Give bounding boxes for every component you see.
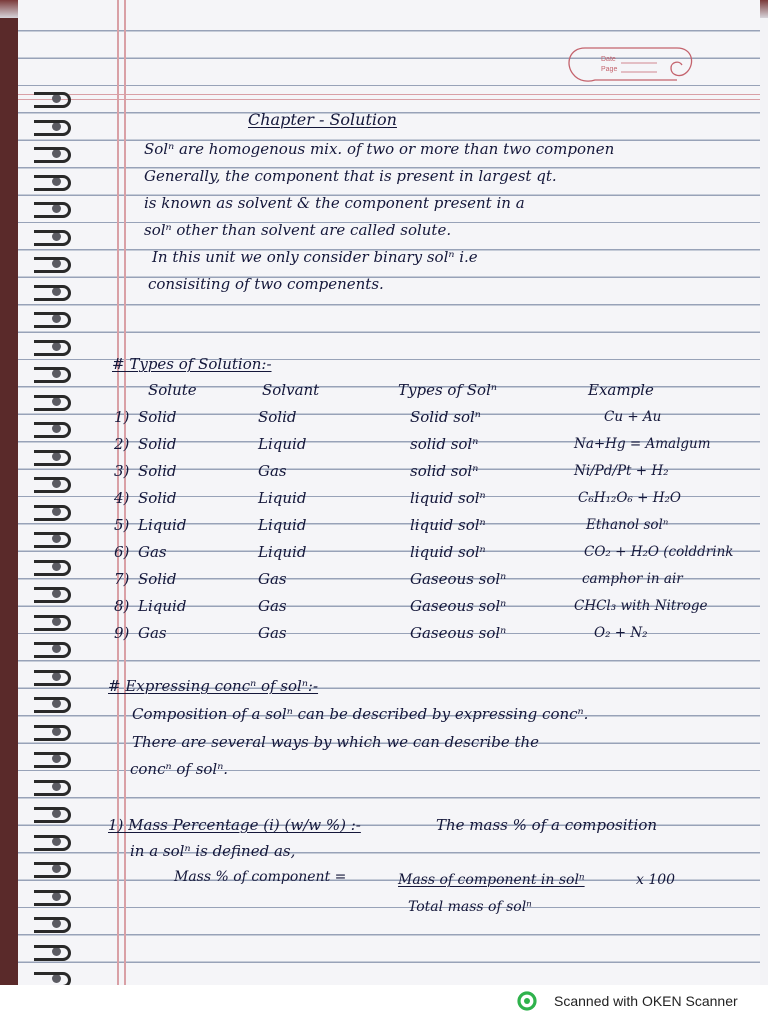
cell-solvent: Liquid <box>258 489 307 507</box>
mass-percentage-text: in a solⁿ is defined as, <box>130 842 296 860</box>
cell-type: liquid solⁿ <box>410 489 486 507</box>
date-box-outline <box>565 42 695 88</box>
cell-example: CHCl₃ with Nitroge <box>574 598 708 614</box>
cell-type: Gaseous solⁿ <box>410 624 507 642</box>
row-number: 3) <box>114 462 130 480</box>
formula-lhs: Mass % of component = <box>174 869 347 885</box>
intro-line: In this unit we only consider binary solⁿ i.e <box>152 248 478 266</box>
cell-type: Gaseous solⁿ <box>410 570 507 588</box>
col-header-example: Example <box>588 381 654 399</box>
cell-example: Ni/Pd/Pt + H₂ <box>574 463 669 479</box>
cell-type: Gaseous solⁿ <box>410 597 507 615</box>
spiral-ring <box>34 807 71 823</box>
cell-example: Na+Hg = Amalgum <box>574 436 711 452</box>
spiral-ring <box>34 835 71 851</box>
cell-solute: Solid <box>138 489 177 507</box>
spiral-ring <box>34 972 71 985</box>
spiral-ring <box>34 175 71 191</box>
spiral-ring <box>34 725 71 741</box>
cell-solvent: Solid <box>258 408 297 426</box>
cell-solvent: Liquid <box>258 516 307 534</box>
spiral-ring <box>34 890 71 906</box>
spiral-ring <box>34 202 71 218</box>
date-page-box <box>565 42 695 88</box>
spiral-ring <box>34 340 71 356</box>
intro-line: Solⁿ are homogenous mix. of two or more than two componen <box>144 140 615 158</box>
col-header-solvent: Solvant <box>262 381 320 399</box>
spiral-ring <box>34 587 71 603</box>
cell-solvent: Gas <box>258 462 287 480</box>
row-number: 5) <box>114 516 130 534</box>
intro-line: is known as solvent & the component present in a <box>144 194 525 212</box>
cell-example: Cu + Au <box>604 409 662 425</box>
spiral-ring <box>34 642 71 658</box>
spiral-ring <box>34 945 71 961</box>
mass-percentage-heading: 1) Mass Percentage (i) (w/w %) :- <box>108 816 361 834</box>
spiral-ring <box>34 780 71 796</box>
spiral-ring <box>34 367 71 383</box>
expressing-line: concⁿ of solⁿ. <box>130 760 229 778</box>
cell-solute: Gas <box>138 543 167 561</box>
spiral-ring <box>34 862 71 878</box>
cell-type: liquid solⁿ <box>410 543 486 561</box>
spiral-ring <box>34 615 71 631</box>
spiral-ring <box>34 477 71 493</box>
cell-example: C₆H₁₂O₆ + H₂O <box>578 490 681 506</box>
row-number: 9) <box>114 624 130 642</box>
cell-example: CO₂ + H₂O (colddrink <box>584 544 734 560</box>
intro-line: consisiting of two compenents. <box>148 275 384 293</box>
spiral-ring <box>34 422 71 438</box>
header-rule <box>18 99 760 100</box>
cell-solute: Solid <box>138 570 177 588</box>
col-header-type: Types of Solⁿ <box>398 381 497 399</box>
row-number: 2) <box>114 435 130 453</box>
cell-solvent: Gas <box>258 597 287 615</box>
page-label: Page <box>601 66 618 73</box>
spiral-ring <box>34 917 71 933</box>
cell-example: O₂ + N₂ <box>594 625 648 641</box>
cell-solute: Liquid <box>138 597 187 615</box>
spiral-ring <box>34 560 71 576</box>
expressing-line: Composition of a solⁿ can be described by expressing concⁿ. <box>132 705 589 723</box>
intro-line: solⁿ other than solvent are called solute. <box>144 221 452 239</box>
cell-solvent: Liquid <box>258 543 307 561</box>
scanner-watermark-text: Scanned with OKEN Scanner <box>554 993 738 1009</box>
spiral-ring <box>34 395 71 411</box>
spiral-ring <box>34 147 71 163</box>
oken-scanner-logo-icon <box>517 991 537 1011</box>
row-number: 7) <box>114 570 130 588</box>
cell-solute: Solid <box>138 462 177 480</box>
spiral-ring <box>34 505 71 521</box>
spiral-ring <box>34 670 71 686</box>
cell-solute: Solid <box>138 435 177 453</box>
spiral-ring <box>34 450 71 466</box>
mass-percentage-text: The mass % of a composition <box>436 816 658 834</box>
cell-solvent: Gas <box>258 624 287 642</box>
spiral-ring <box>34 257 71 273</box>
cell-solvent: Liquid <box>258 435 307 453</box>
spiral-ring <box>34 697 71 713</box>
col-header-solute: Solute <box>148 381 197 399</box>
spiral-ring <box>34 92 71 108</box>
formula-denominator: Total mass of solⁿ <box>408 899 532 915</box>
spiral-ring <box>34 120 71 136</box>
cell-example: camphor in air <box>582 571 683 587</box>
chapter-title: Chapter - Solution <box>248 110 397 129</box>
cell-example: Ethanol solⁿ <box>586 517 669 533</box>
expressing-heading: # Expressing concⁿ of solⁿ:- <box>108 677 319 695</box>
row-number: 6) <box>114 543 130 561</box>
row-number: 8) <box>114 597 130 615</box>
cell-solute: Solid <box>138 408 177 426</box>
expressing-line: There are several ways by which we can describe the <box>132 733 540 751</box>
cell-type: solid solⁿ <box>410 462 479 480</box>
cell-type: liquid solⁿ <box>410 516 486 534</box>
types-heading: # Types of Solution:- <box>112 355 272 373</box>
cell-type: Solid solⁿ <box>410 408 481 426</box>
cell-solute: Gas <box>138 624 167 642</box>
formula-numerator: Mass of component in solⁿ <box>398 872 585 888</box>
spiral-ring <box>34 230 71 246</box>
intro-line: Generally, the component that is present in largest qt. <box>144 167 557 185</box>
spiral-ring <box>34 532 71 548</box>
cell-type: solid solⁿ <box>410 435 479 453</box>
spiral-ring <box>34 752 71 768</box>
header-rule <box>18 94 760 95</box>
row-number: 4) <box>114 489 130 507</box>
formula-multiplier: x 100 <box>636 872 676 888</box>
date-label: Date <box>601 56 616 63</box>
row-number: 1) <box>114 408 130 426</box>
spiral-ring <box>34 285 71 301</box>
spiral-ring <box>34 312 71 328</box>
cell-solute: Liquid <box>138 516 187 534</box>
cell-solvent: Gas <box>258 570 287 588</box>
